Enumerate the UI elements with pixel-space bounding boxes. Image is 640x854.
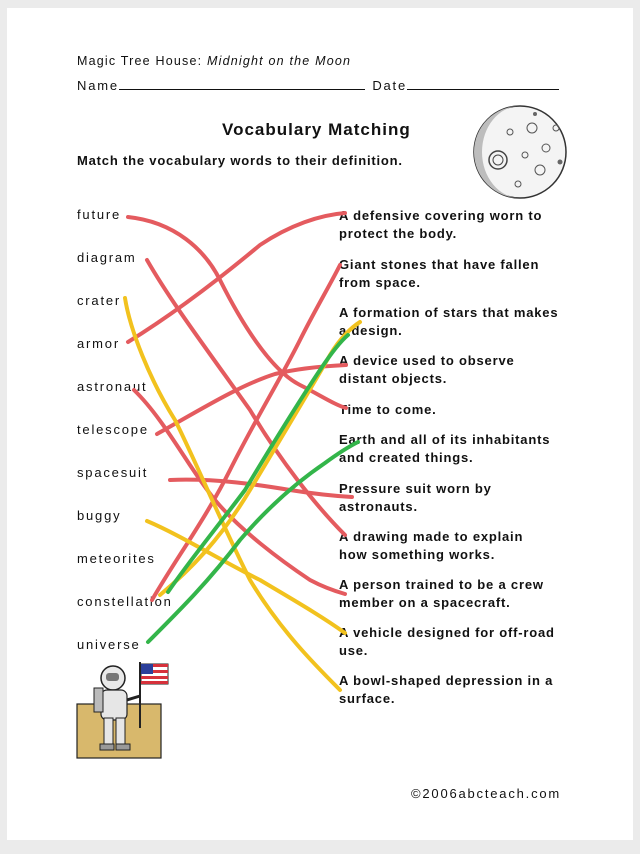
definition-4: A device used to observe distant objects. — [339, 353, 515, 386]
definition-11: A bowl-shaped depression in a surface. — [339, 673, 554, 706]
definition-1: A defensive covering worn to protect the body. — [339, 208, 543, 241]
worksheet-title: Vocabulary Matching — [222, 120, 411, 139]
definition-5: Time to come. — [339, 402, 437, 417]
match-line-universe — [148, 442, 358, 642]
match-line-spacesuit — [170, 480, 352, 497]
word-astronaut: astronaut — [77, 379, 148, 394]
definition-7: Pressure suit worn by astronauts. — [339, 481, 492, 514]
header-book-line: Magic Tree House: Midnight on the Moon — [77, 54, 352, 68]
definition-10: A vehicle designed for off-road use. — [339, 625, 555, 658]
moon-illustration — [474, 106, 566, 198]
word-universe: universe — [77, 637, 141, 652]
definition-9: A person trained to be a crew member on a spacecraft. — [339, 577, 544, 610]
date-label: Date — [372, 78, 407, 93]
word-diagram: diagram — [77, 250, 137, 265]
word-constellation: constellation — [77, 594, 173, 609]
match-line-armor — [128, 213, 345, 342]
definition-2: Giant stones that have fallen from space. — [339, 257, 540, 290]
word-crater: crater — [77, 293, 122, 308]
definition-8: A drawing made to explain how something works. — [339, 529, 524, 562]
definition-6: Earth and all of its inhabitants and created things. — [339, 432, 551, 465]
name-label: Name — [77, 78, 119, 93]
instructions: Match the vocabulary words to their definition. — [77, 153, 403, 168]
astronaut-flag-illustration — [77, 662, 168, 758]
definition-3: A formation of stars that makes a design. — [339, 305, 559, 338]
word-future: future — [77, 207, 122, 222]
book-title: Midnight on the Moon — [206, 54, 352, 68]
word-buggy: buggy — [77, 508, 122, 523]
copyright-text: ©2006abcteach.com — [411, 786, 562, 801]
word-meteorites: meteorites — [77, 551, 156, 566]
word-telescope: telescope — [77, 422, 149, 437]
word-spacesuit: spacesuit — [77, 465, 149, 480]
word-armor: armor — [77, 336, 120, 351]
